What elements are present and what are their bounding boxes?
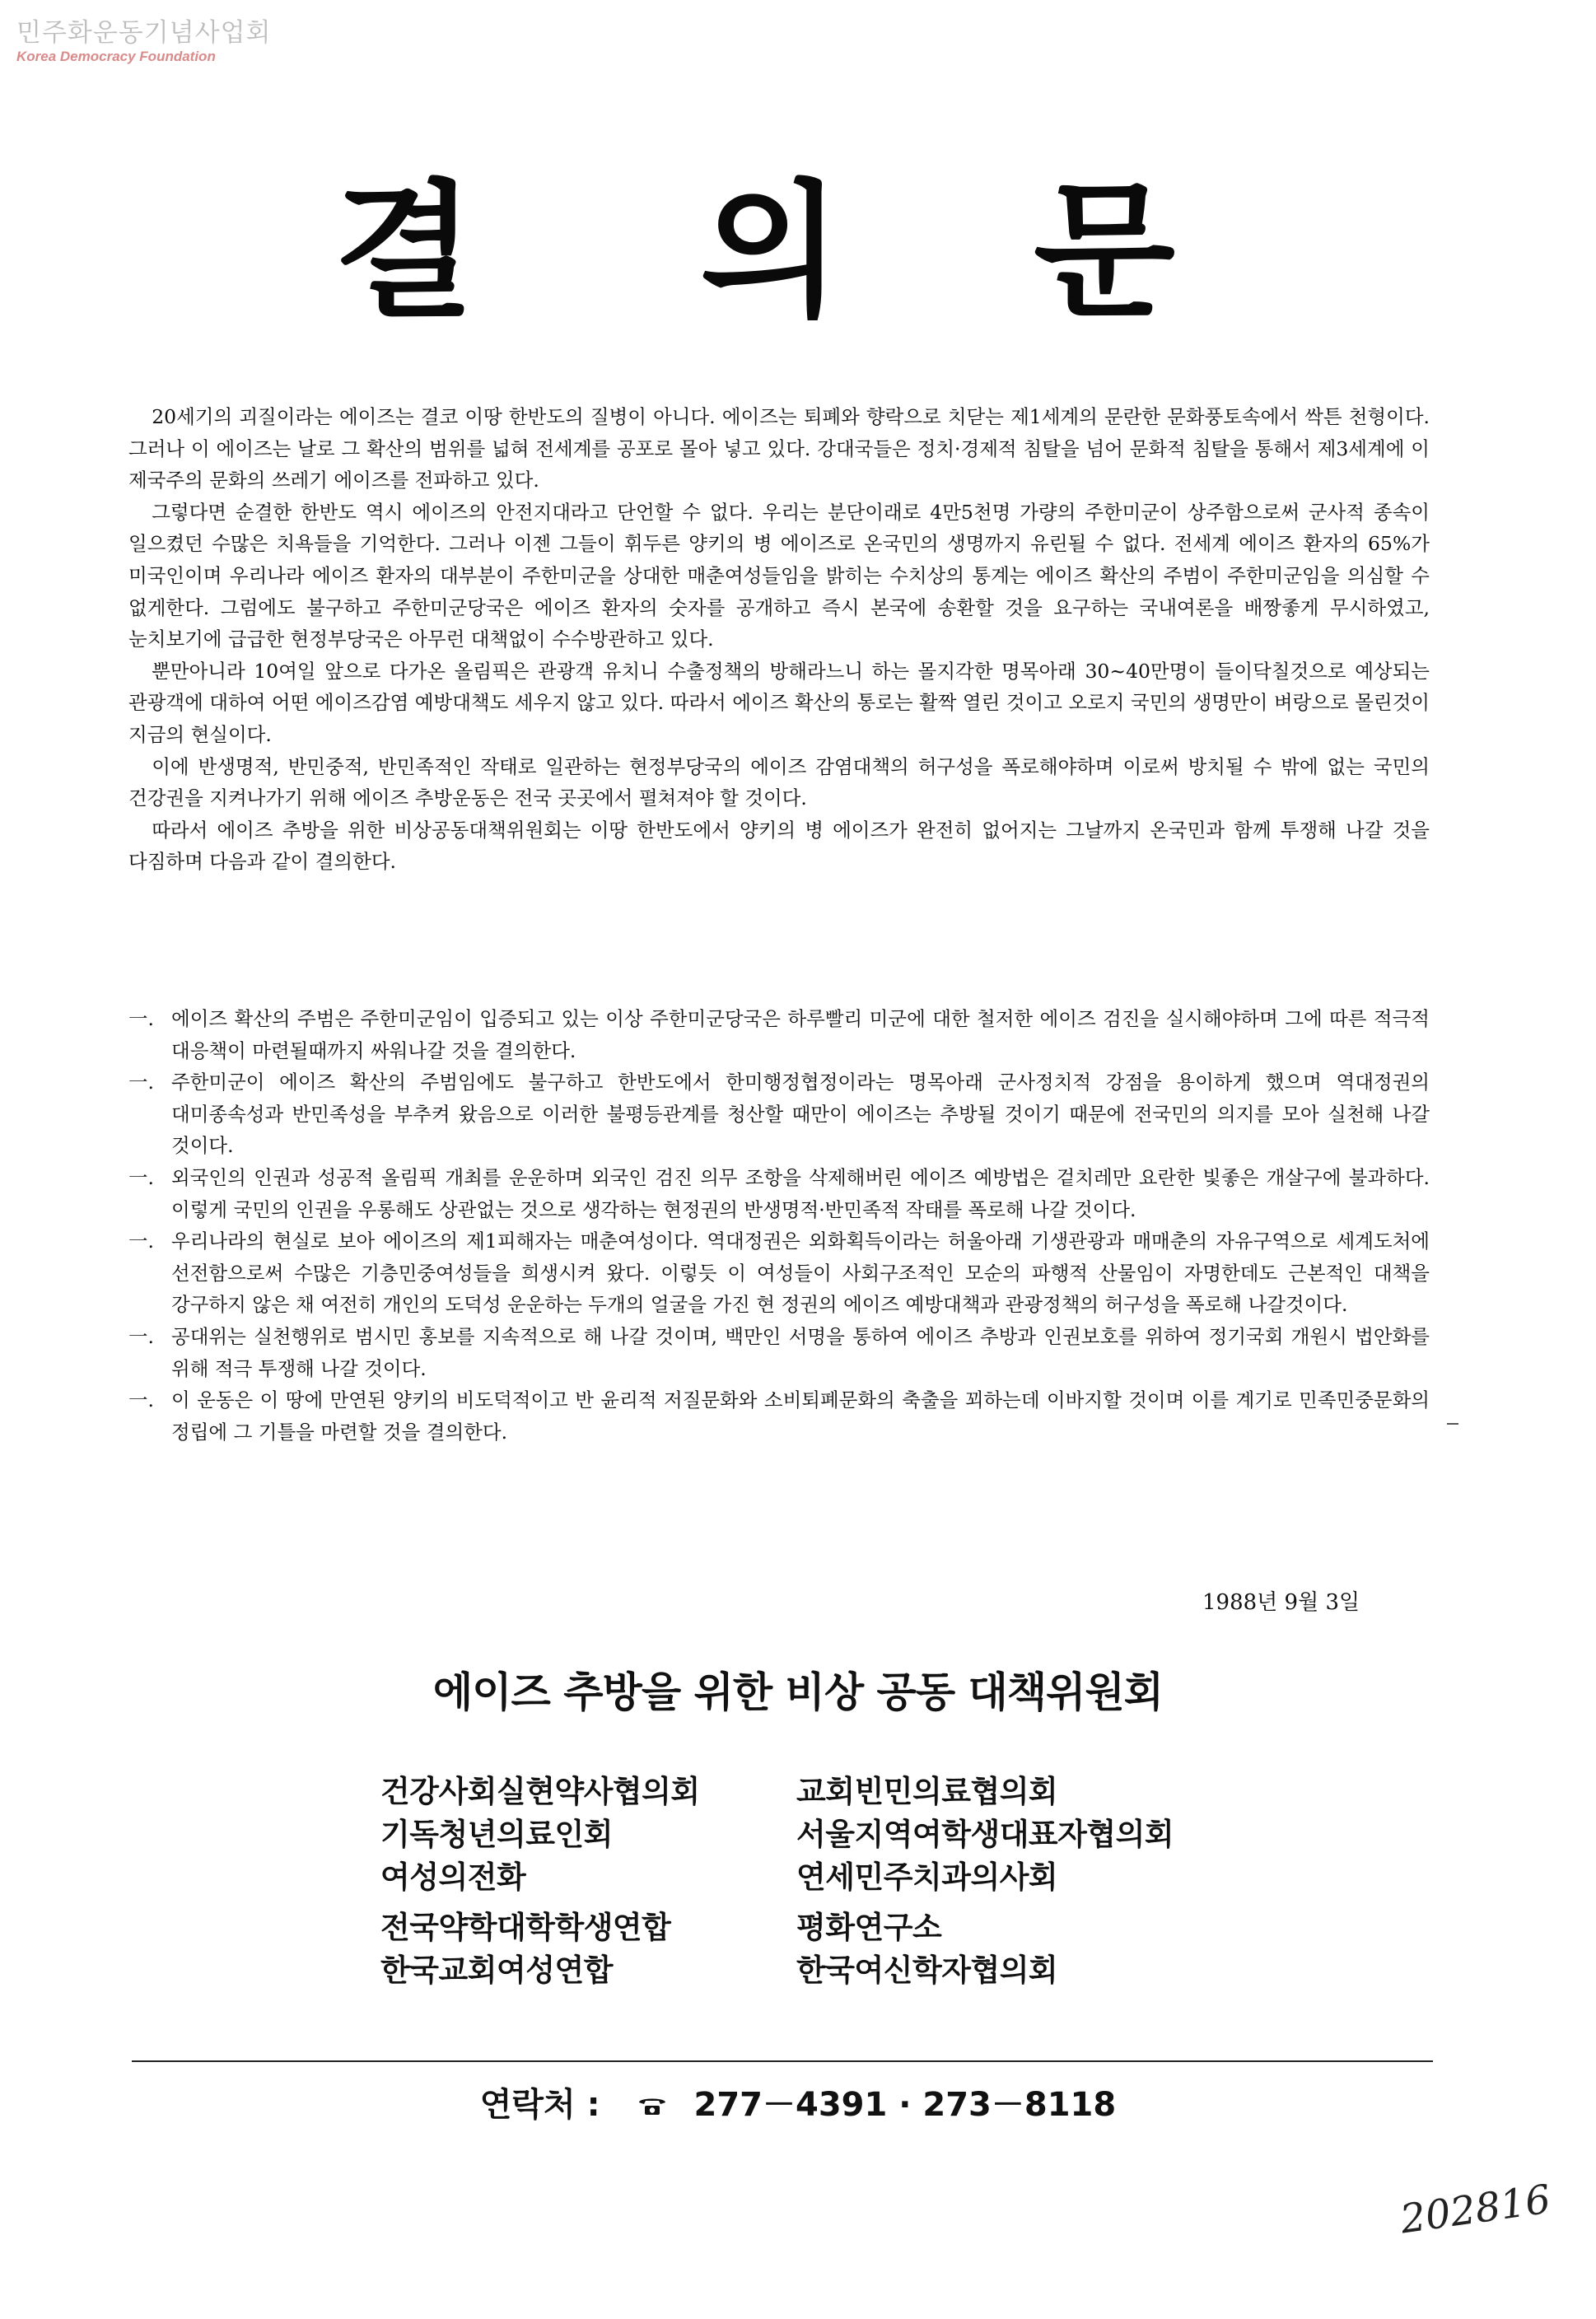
member-org: 한국여신학자협의회 — [796, 1953, 1058, 1988]
resolution-bullet: 一. — [128, 1071, 154, 1094]
phone-icon — [637, 2083, 668, 2130]
resolution-item — [128, 1225, 1430, 1321]
title-char-2: 의 — [700, 165, 842, 337]
resolution-item — [128, 1321, 1430, 1384]
resolution-text: 에이즈 확산의 주범은 주한미군임이 입증되고 있는 이상 주한미군당국은 하루빨리 미군에 대한 철저한 에이즈 검진을 실시해야하며 그에 따른 적극적 대응책이 마련될때까지 싸워나갈 것을 결의한다. — [171, 1007, 1430, 1062]
resolution-bullet: 一. — [128, 1324, 154, 1348]
contact-label: 연락처 : — [479, 2086, 600, 2124]
member-org: 기독청년의료인회 — [380, 1817, 613, 1852]
organization-name: 에이즈 추방을 위한 비상 공동 대책위원회 — [432, 1668, 1164, 1716]
member-org: 한국교회여성연합 — [380, 1953, 613, 1988]
resolution-bullet: 一. — [128, 1007, 154, 1030]
scan-mark — [1447, 1423, 1458, 1425]
foundation-watermark — [16, 18, 272, 66]
body-paragraph: 그렇다면 순결한 한반도 역시 에이즈의 안전지대라고 단언할 수 없다. 우리는 분단이래로 4만5천명 가량의 주한미군이 상주함으로써 군사적 종속이 일으켰던 수많은 치욕들을 기억한다. 그러나 이젠 그들이 휘두른 양키의 병 에이즈로 온국민의 생명까지 유린될 수 없다. 전세계 에이즈 환자의 65%가 미국인이며 우리나라 에이즈 환자의 대부분이 주한미군을 상대한 매춘여성들임을 밝히는 수치상의 통계는 에이즈 확산의 주범이 주한미군임을 의심할 수 없게한다. 그럼에도 불구하고 주한미군당국은 에이즈 환자의 숫자를 공개하고 즉시 본국에 송환할 것을 요구하는 국내여론을 배짱좋게 무시하였고, 눈치보기에 급급한 현정부당국은 아무런 대책없이 수수방관하고 있다. — [128, 500, 1430, 651]
resolution-bullet: 一. — [128, 1388, 154, 1412]
title-char-1: 결 — [334, 165, 475, 337]
resolution-bullet: 一. — [128, 1229, 154, 1253]
body-paragraph: 20세기의 괴질이라는 에이즈는 결코 이땅 한반도의 질병이 아니다. 에이즈는 퇴폐와 향락으로 치닫는 제1세계의 문란한 문화풍토속에서 싹튼 천형이다. 그러나 이 에이즈는 날로 그 확산의 범위를 넓혀 전세계를 공포로 몰아 넣고 있다. 강대국들은 정치·경제적 침탈을 넘어 문화적 침탈을 통해서 제3세계에 이 제국주의 문화의 쓰레기 에이즈를 전파하고 있다. — [128, 405, 1430, 492]
archive-number: 202816 — [1397, 2176, 1554, 2243]
resolution-item — [128, 1003, 1430, 1066]
contact-numbers: 277－4391 · 273－8118 — [693, 2086, 1117, 2124]
watermark-english-text: Korea Democracy Foundation — [16, 49, 216, 64]
resolution-item — [128, 1384, 1430, 1448]
title-char-3: 문 — [1034, 165, 1175, 337]
resolution-text: 이 운동은 이 땅에 만연된 양키의 비도덕적이고 반 윤리적 저질문화와 소비퇴폐문화의 축출을 꾀하는데 이바지할 것이며 이를 계기로 민족민중문화의 정립에 그 기틀을 마련할 것을 결의한다. — [171, 1388, 1430, 1444]
member-org: 건강사회실현약사협의회 — [380, 1774, 700, 1809]
body-paragraph: 이에 반생명적, 반민중적, 반민족적인 작태로 일관하는 현정부당국의 에이즈 감염대책의 허구성을 폭로해야하며 이로써 방치될 수 밖에 없는 국민의 건강권을 지켜나가기 위해 에이즈 추방운동은 전국 곳곳에서 펼쳐져야 할 것이다. — [128, 754, 1430, 810]
member-org: 연세민주치과의사회 — [796, 1859, 1058, 1895]
document-title — [0, 165, 1596, 337]
member-org: 서울지역여학생대표자협의회 — [796, 1817, 1174, 1852]
document-date: 1988년 9월 3일 — [1202, 1590, 1360, 1615]
contact-line — [0, 2082, 1596, 2130]
watermark-korean-text: 민주화운동기념사업회 — [16, 18, 272, 48]
resolution-text: 공대위는 실천행위로 범시민 홍보를 지속적으로 해 나갈 것이며, 백만인 서명을 통하여 에이즈 추방과 인권보호를 위하여 정기국회 개원시 법안화를 위해 적극 투쟁해 나갈 것이다. — [171, 1324, 1430, 1380]
resolution-bullet: 一. — [128, 1165, 154, 1189]
body-paragraph: 따라서 에이즈 추방을 위한 비상공동대책위원회는 이땅 한반도에서 양키의 병 에이즈가 완전히 없어지는 그날까지 온국민과 함께 투쟁해 나갈 것을 다짐하며 다음과 같이 결의한다. — [128, 818, 1430, 874]
resolution-text: 주한미군이 에이즈 확산의 주범임에도 불구하고 한반도에서 한미행정협정이라는 명목아래 군사정치적 강점을 용이하게 했으며 역대정권의 대미종속성과 반민족성을 부추켜 왔음으로 이러한 불평등관계를 청산할 때만이 에이즈는 추방될 것이기 때문에 전국민의 의지를 모아 실천해 나갈 것이다. — [171, 1071, 1430, 1158]
resolution-list — [128, 1003, 1430, 1448]
resolution-item — [128, 1162, 1430, 1225]
resolution-item — [128, 1066, 1430, 1162]
footer-divider — [132, 2060, 1433, 2062]
resolution-body — [128, 401, 1430, 878]
body-paragraph: 뿐만아니라 10여일 앞으로 다가온 올림픽은 관광객 유치니 수출정책의 방해라느니 하는 몰지각한 명목아래 30~40만명이 들이닥칠것으로 예상되는 관광객에 대하여 어떤 에이즈감염 예방대책도 세우지 않고 있다. 따라서 에이즈 확산의 통로는 활짝 열린 것이고 오로지 국민의 생명만이 벼랑으로 몰린것이 지금의 현실이다. — [128, 659, 1430, 746]
resolution-text: 우리나라의 현실로 보아 에이즈의 제1피해자는 매춘여성이다. 역대정권은 외화획득이라는 허울아래 기생관광과 매매춘의 자유구역으로 세계도처에 선전함으로써 수많은 기층민중여성들을 희생시켜 왔다. 이렇듯 이 여성들이 사회구조적인 모순의 파행적 산물임이 자명한데도 근본적인 대책을 강구하지 않은 채 여전히 개인의 도덕성 운운하는 두개의 얼굴을 가진 현 정권의 에이즈 예방대책과 관광정책의 허구성을 폭로해 나갈것이다. — [171, 1229, 1430, 1317]
member-org: 교회빈민의료협의회 — [796, 1774, 1058, 1809]
member-org: 여성의전화 — [380, 1859, 526, 1895]
member-organizations — [380, 1771, 1204, 1988]
resolution-text: 외국인의 인권과 성공적 올림픽 개최를 운운하며 외국인 검진 의무 조항을 삭제해버린 에이즈 예방법은 겉치레만 요란한 빛좋은 개살구에 불과하다. 이렇게 국민의 인권을 우롱해도 상관없는 것으로 생각하는 현정권의 반생명적·반민족적 작태를 폭로해 나갈 것이다. — [171, 1165, 1430, 1221]
member-org: 전국약학대학학생연합 — [380, 1910, 671, 1945]
member-org: 평화연구소 — [796, 1910, 942, 1945]
